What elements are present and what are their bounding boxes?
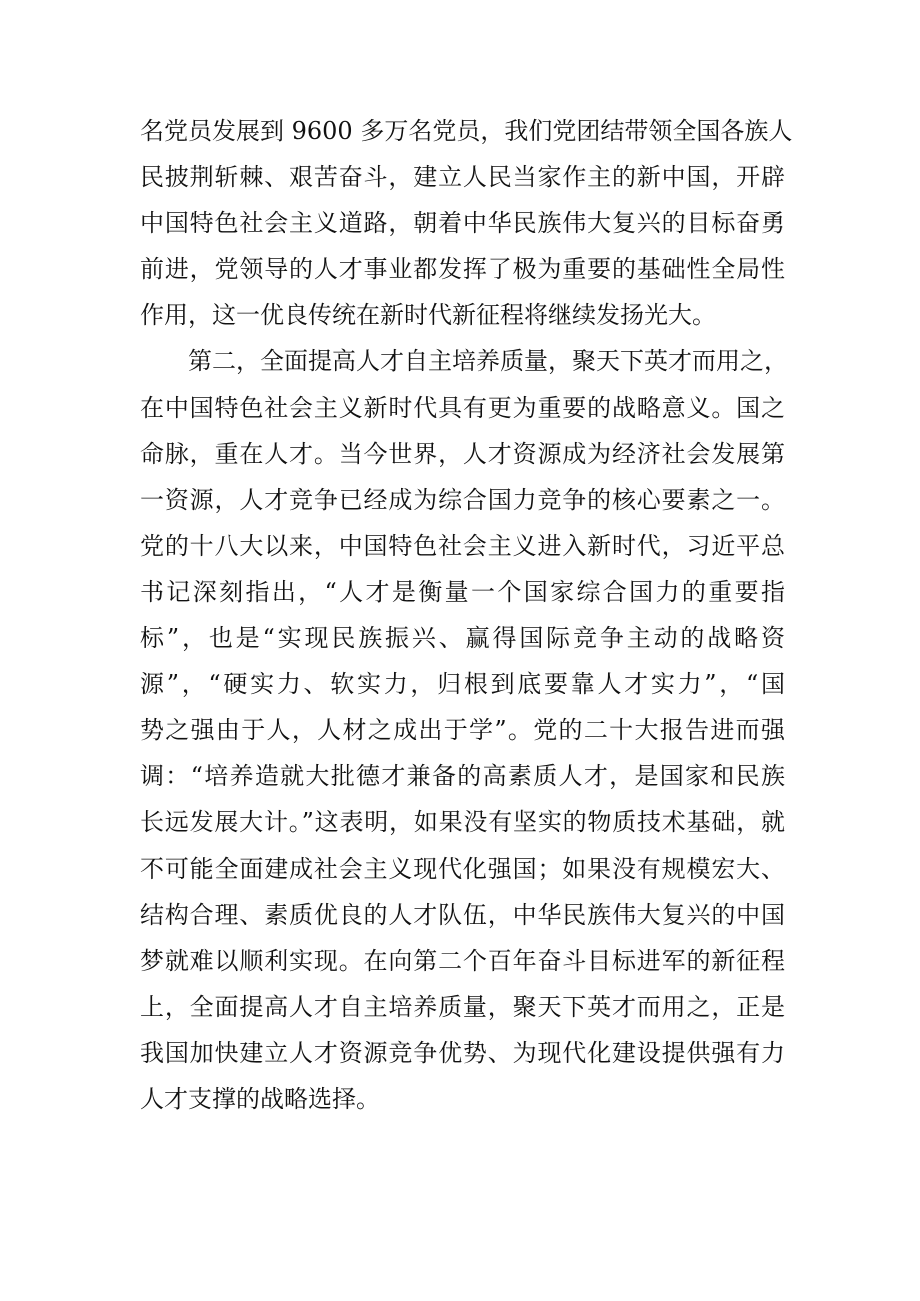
text-line: 源”，“硬实力、软实力，归根到底要靠人才实力”，“国 — [140, 670, 785, 699]
text-line: 梦就难以顺利实现。在向第二个百年奋斗目标进军的新征程 — [140, 946, 785, 975]
text-line: 标”，也是“实现民族振兴、赢得国际竞争主动的战略资 — [140, 624, 785, 653]
text-line: 在中国特色社会主义新时代具有更为重要的战略意义。国之 — [140, 393, 785, 422]
body-text — [140, 108, 793, 1122]
text-line: 书记深刻指出，“人才是衡量一个国家综合国力的重要指 — [140, 577, 785, 606]
text-line: 长远发展大计。”这表明，如果没有坚实的物质技术基础，就 — [140, 808, 785, 837]
text-line: 党的十八大以来，中国特色社会主义进入新时代，习近平总 — [140, 531, 785, 560]
text-line: 名党员发展到 9600 多万名党员，我们党团结带领全国各族人 — [140, 117, 793, 145]
text-line: 我国加快建立人才资源竞争优势、为现代化建设提供强有力 — [140, 1038, 785, 1067]
text-line: 一资源，人才竞争已经成为综合国力竞争的核心要素之一。 — [140, 485, 785, 514]
text-line: 作用，这一优良传统在新时代新征程将继续发扬光大。 — [140, 301, 716, 330]
text-line: 势之强由于人，人材之成出于学”。党的二十大报告进而强 — [140, 716, 785, 745]
text-line: 结构合理、素质优良的人才队伍，中华民族伟大复兴的中国 — [140, 900, 785, 929]
text-line: 中国特色社会主义道路，朝着中华民族伟大复兴的目标奋勇 — [140, 209, 785, 238]
text-line: 调：“培养造就大批德才兼备的高素质人才，是国家和民族 — [140, 762, 785, 791]
paragraph-start-line: 第二，全面提高人才自主培养质量，聚天下英才而用之， — [188, 347, 788, 376]
text-line: 命脉，重在人才。当今世界，人才资源成为经济社会发展第 — [140, 439, 785, 468]
text-line: 不可能全面建成社会主义现代化强国；如果没有规模宏大、 — [140, 854, 785, 883]
text-line: 人才支撑的战略选择。 — [140, 1084, 380, 1113]
text-line: 民披荆斩棘、艰苦奋斗，建立人民当家作主的新中国，开辟 — [140, 163, 785, 192]
text-line: 上，全面提高人才自主培养质量，聚天下英才而用之，正是 — [140, 992, 785, 1021]
text-line: 前进，党领导的人才事业都发挥了极为重要的基础性全局性 — [140, 255, 785, 284]
